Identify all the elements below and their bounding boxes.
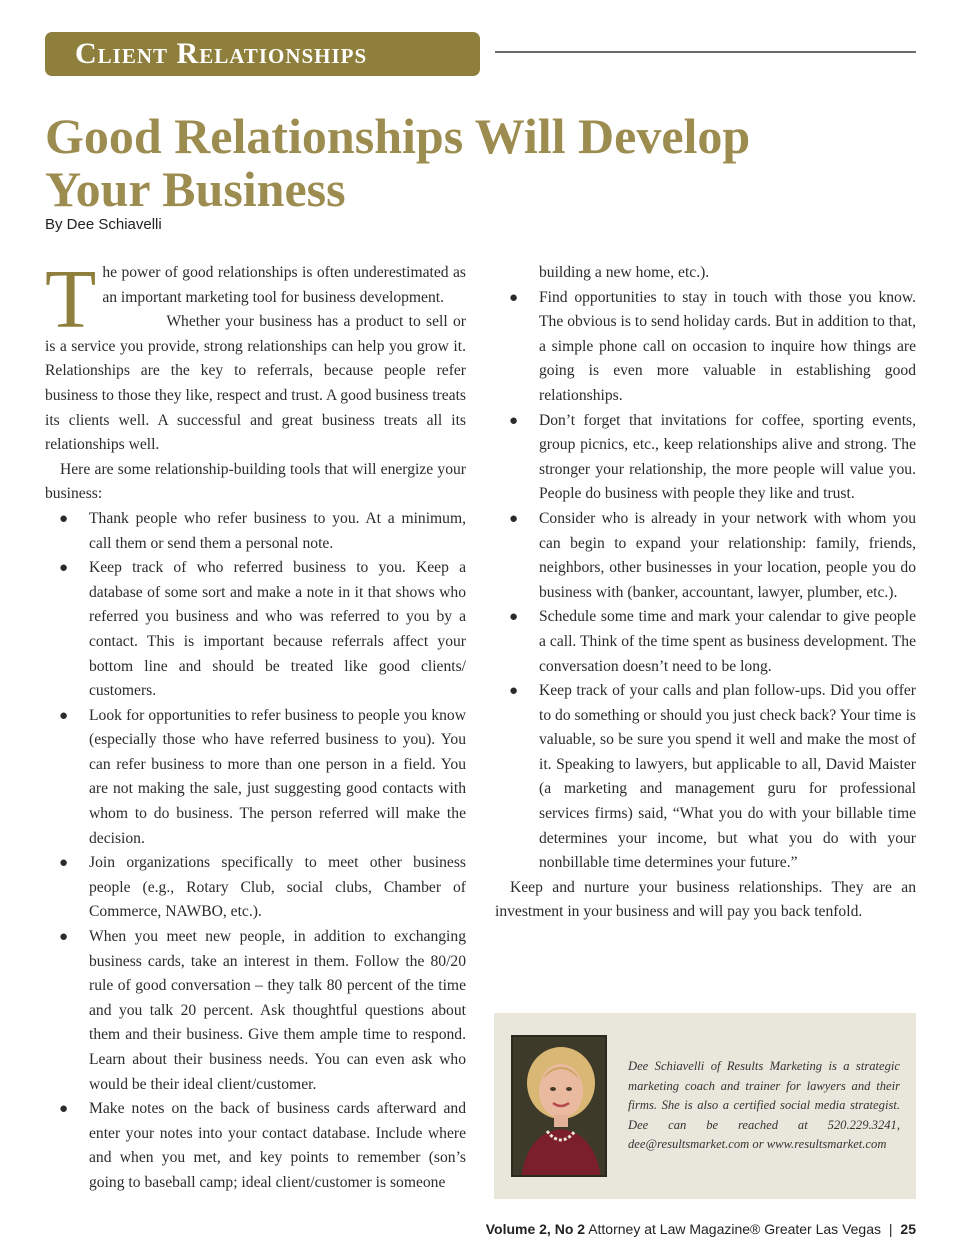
list-item-text: Join organizations specifically to meet other business people (e.g., Rotary Club, social clubs, Chamber of Commerce, NAWBO, etc.). — [89, 854, 466, 921]
footer-separator: | — [888, 1221, 893, 1237]
footer-magazine: Attorney at Law Magazine® Greater Las Vegas — [588, 1221, 881, 1237]
author-photo — [511, 1035, 607, 1177]
closing-paragraph: Keep and nurture your business relationships. They are an investment in your business and will pay you back tenfold. — [495, 878, 916, 921]
list-item — [45, 1097, 466, 1195]
bullet-icon: ● — [509, 683, 519, 700]
intro-first-text: he power of good relationships is often underestimated as an important marketing tool for business development. — [102, 264, 466, 306]
header-rule — [495, 51, 916, 53]
list-item — [45, 507, 466, 556]
list-item — [495, 605, 916, 679]
list-item — [495, 286, 916, 409]
list-item-text: Schedule some time and mark your calendar to give people a call. Think of the time spent as business development. The conversation doesn’t need to be long. — [539, 608, 916, 675]
intro-paragraph — [45, 253, 466, 346]
bullet-icon: ● — [59, 510, 69, 527]
list-item — [45, 704, 466, 852]
author-bio-text: Dee Schiavelli of Results Marketing is a strategic marketing coach and trainer for lawyers and their firms. She is also a certified social media strategist. Dee can be reached at 520.229.3241, dee@resultsmarket.com or www.resultsmarket.com — [628, 1059, 900, 1152]
list-item — [45, 556, 466, 704]
list-continuation: building a new home, etc.). — [539, 264, 710, 281]
list-item — [495, 409, 916, 507]
bullet-icon: ● — [59, 855, 69, 872]
bullet-icon: ● — [509, 609, 519, 626]
list-item-text: Look for opportunities to refer business to people you know (especially those who have referred business to you). You can refer business to more than one person in a field. You are not making the sale, just suggesting good contacts with whom to do business. The person referred will make the decision. — [89, 706, 466, 847]
title-line-2: Your Business — [45, 161, 346, 217]
bullet-icon: ● — [59, 707, 69, 724]
list-item-text: Find opportunities to stay in touch with those you know. The obvious is to send holiday cards. But in addition to that, a simple phone call on occasion to inquire how things are going is even more valuable in establishing good relationships. — [539, 288, 916, 404]
drop-cap: T — [45, 253, 97, 346]
page-number: 25 — [900, 1221, 916, 1237]
list-item-text: Make notes on the back of business cards afterward and enter your notes into your contact database. Include where and when you met, and key points to remember (son’s going to baseball camp; ideal client/customer is someone — [89, 1100, 466, 1191]
tips-list-left — [45, 507, 466, 1196]
list-item-text: Keep track of who referred business to you. Keep a database of some sort and make a note in it that shows who referred you business and who was referred to you by a contact. This is important because referrals affect your bottom line and should be treated like good clients/ customers. — [89, 559, 466, 700]
left-column — [45, 253, 466, 1196]
list-item-text: Don’t forget that invitations for coffee, sporting events, group picnics, etc., keep relationships alive and strong. The stronger your relationship, the more people will value you. People do business with people they like and trust. — [539, 411, 916, 503]
author-bio-box — [494, 1013, 916, 1199]
list-item — [495, 679, 916, 876]
author-portrait-illustration — [513, 1037, 607, 1177]
list-item — [495, 507, 916, 605]
section-banner: Client Relationships — [45, 32, 480, 76]
byline: By Dee Schiavelli — [45, 216, 162, 233]
intro-second-paragraph: Whether your business has a product to sell or is a service you provide, strong relationships can help you grow it. Relationships are the key to referrals, because people refer business to those they like, respect and trust. A good business treats its clients well. A successful and great business treats all its relationships well. — [45, 313, 466, 454]
bullet-icon: ● — [509, 412, 519, 429]
article-title — [45, 110, 805, 216]
tools-lead: Here are some relationship-building tools that will energize your business: — [45, 460, 466, 503]
list-item-text: Consider who is already in your network with whom you can begin to expand your relationship: family, friends, neighbors, other businesses in your location, people you do business with (banker, accountant, lawyer, plumber, etc.). — [539, 509, 916, 601]
footer-issue: Volume 2, No 2 — [485, 1221, 586, 1237]
page-footer — [486, 1221, 916, 1237]
bullet-icon: ● — [509, 510, 519, 527]
list-item-text: When you meet new people, in addition to exchanging business cards, take an interest in them. Follow the 80/20 rule of good conversation – they talk 80 percent of the time and you talk 20 percent. Ask thoughtful questions about them and their business. Give them ample time to respond. Learn about their business needs. You can even ask who would be their ideal client/customer. — [89, 928, 466, 1093]
list-item-text: Thank people who refer business to you. At a minimum, call them or send them a personal note. — [89, 509, 466, 552]
list-item — [45, 925, 466, 1097]
list-item-text: Keep track of your calls and plan follow-ups. Did you offer to do something or should you just check back? Your time is valuable, so be sure you spend it well and make the most of it. Speaking to lawyers, but applicable to all, David Maister (a marketing and management guru for professional services firms) said, “What you do with your billable time determines your income, but what you do with your nonbillable time determines your future.” — [539, 682, 916, 872]
bullet-icon: ● — [59, 1101, 69, 1118]
list-item — [45, 851, 466, 925]
right-column — [495, 261, 916, 925]
bullet-icon: ● — [59, 560, 69, 577]
bullet-icon: ● — [509, 289, 519, 306]
title-line-1: Good Relationships Will Develop — [45, 108, 751, 164]
bullet-icon: ● — [59, 929, 69, 946]
tips-list-right — [495, 286, 916, 876]
